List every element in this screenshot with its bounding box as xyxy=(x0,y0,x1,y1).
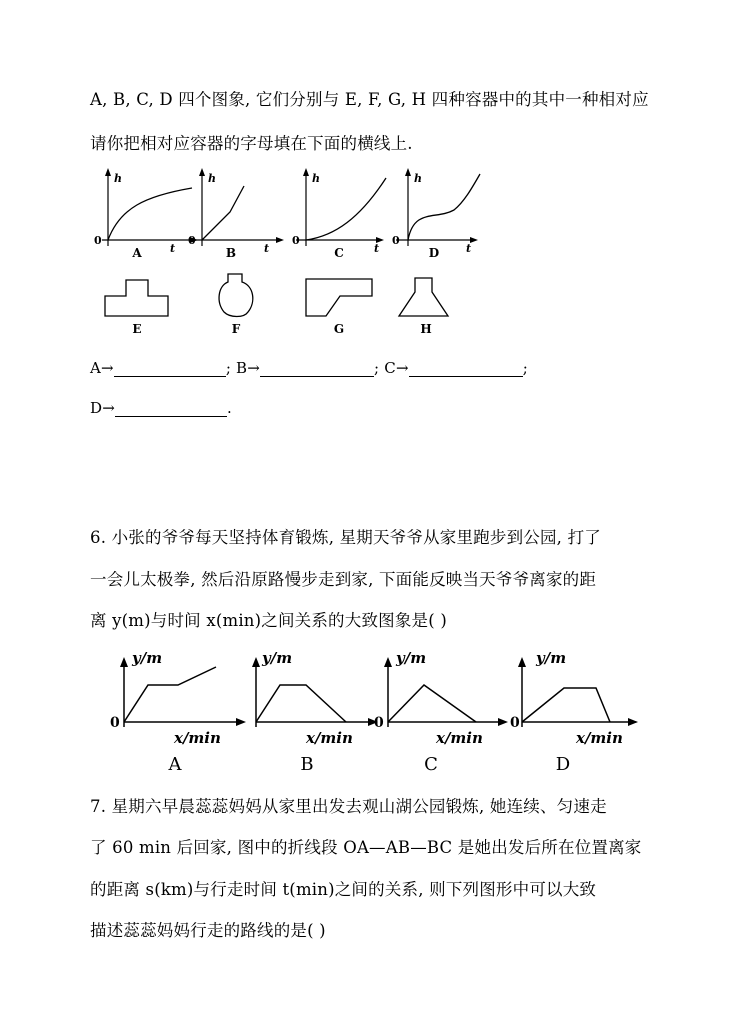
q6-line2: 一会儿太极拳, 然后沿原路慢步走到家, 下面能反映当天爷爷离家的距 xyxy=(90,570,597,589)
axis-y-label: y/m xyxy=(262,649,293,667)
container-label-f: F xyxy=(231,322,241,336)
q6-graph-c xyxy=(372,645,512,750)
q7-line3: 的距离 s(km)与行走时间 t(min)之间的关系, 则下列图形中可以大致 xyxy=(90,880,597,899)
graph-label-b: B xyxy=(225,246,237,260)
q6-graph-b xyxy=(240,645,380,750)
origin-label: 0 xyxy=(374,715,384,731)
q5-line1: A, B, C, D 四个图象, 它们分别与 E, F, G, H 四种容器中的其中一种相对应 xyxy=(90,90,649,109)
answer-b-suffix: ; xyxy=(374,359,380,377)
option-label-a: A xyxy=(168,754,182,775)
container-h xyxy=(396,276,452,320)
axis-h-label: h xyxy=(312,172,320,185)
q7-line1: 7. 星期六早晨蕊蕊妈妈从家里出发去观山湖公园锻炼, 她连续、匀速走 xyxy=(90,797,607,816)
container-label-h: H xyxy=(420,322,432,336)
axis-y-label: y/m xyxy=(536,649,567,667)
container-e xyxy=(104,278,170,320)
answer-d-blank[interactable] xyxy=(115,398,227,417)
container-label-g: G xyxy=(333,322,345,336)
graph-label-a: A xyxy=(132,246,142,260)
axis-x-label: x/min xyxy=(306,729,353,747)
axis-t-label: t xyxy=(264,242,270,255)
answer-d-suffix: . xyxy=(227,399,232,417)
answer-a-suffix: ; xyxy=(225,359,232,377)
container-g xyxy=(304,276,376,320)
origin-label: 0 xyxy=(392,234,400,247)
answer-a-blank[interactable] xyxy=(114,358,226,377)
axis-h-label: h xyxy=(114,172,122,185)
origin-label: 0 xyxy=(188,234,196,247)
q5-graph-d xyxy=(392,168,486,255)
q5-line2: 请你把相对应容器的字母填在下面的横线上. xyxy=(90,134,413,153)
answer-d-prefix: D→ xyxy=(90,399,115,417)
q6-line3: 离 y(m)与时间 x(min)之间关系的大致图象是( ) xyxy=(90,611,447,630)
axis-h-label: h xyxy=(414,172,422,185)
origin-label: 0 xyxy=(110,715,120,731)
axis-y-label: y/m xyxy=(132,649,163,667)
q5-graph-c xyxy=(290,168,390,253)
q6-line1: 6. 小张的爷爷每天坚持体育锻炼, 星期天爷爷从家里跑步到公园, 打了 xyxy=(90,528,601,547)
answer-a-prefix: A→ xyxy=(90,359,114,377)
q6-graph-a xyxy=(110,645,250,750)
q5-graph-a xyxy=(90,168,200,253)
answer-c-suffix: ; xyxy=(522,359,528,377)
option-label-b: B xyxy=(300,754,314,775)
q7-line4: 描述蕊蕊妈妈行走的路线的是( ) xyxy=(90,921,326,940)
q6-graph-d xyxy=(506,645,646,750)
answer-c-prefix: C→ xyxy=(384,359,409,377)
axis-x-label: x/min xyxy=(436,729,483,747)
q5-graph-b xyxy=(188,168,288,253)
graph-label-d: D xyxy=(428,246,440,260)
answer-c-blank[interactable] xyxy=(409,358,523,377)
axis-t-label: t xyxy=(466,242,472,255)
axis-t-label: t xyxy=(374,242,380,255)
origin-label: 0 xyxy=(510,715,520,731)
graph-label-c: C xyxy=(334,246,344,260)
container-f xyxy=(212,272,262,320)
q7-line2: 了 60 min 后回家, 图中的折线段 OA—AB—BC 是她出发后所在位置离家 xyxy=(90,838,642,857)
axis-t-label: t xyxy=(170,242,176,255)
origin-label: 0 xyxy=(94,234,102,247)
answer-b-blank[interactable] xyxy=(260,358,374,377)
answer-row-2 xyxy=(90,398,232,417)
answer-row-1 xyxy=(90,358,528,377)
container-label-e: E xyxy=(132,322,142,336)
option-label-c: C xyxy=(424,754,438,775)
axis-x-label: x/min xyxy=(576,729,623,747)
option-label-d: D xyxy=(555,754,571,775)
axis-h-label: h xyxy=(208,172,216,185)
answer-b-prefix: B→ xyxy=(236,359,261,377)
axis-x-label: x/min xyxy=(174,729,221,747)
axis-y-label: y/m xyxy=(396,649,427,667)
origin-label: 0 xyxy=(292,234,300,247)
